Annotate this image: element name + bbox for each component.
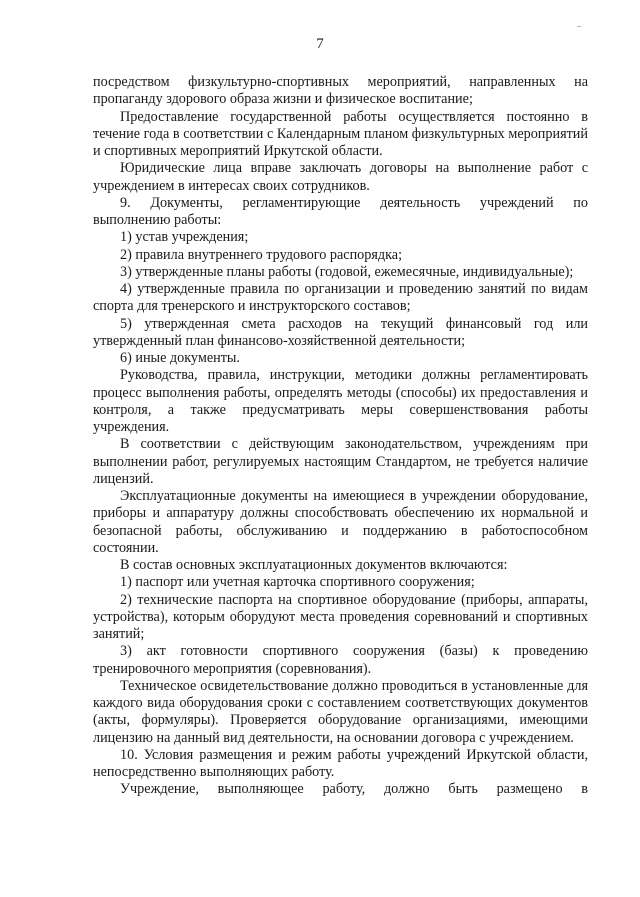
paragraph: Руководства, правила, инструкции, методики должны регламентировать процесс выполнения работы, определять методы (способы) их предоставления и контроля, а также предусматривать меры совершенствования работы учреждения. [93,367,588,435]
paragraph: Учреждение, выполняющее работу, должно быть размещено в [120,781,588,798]
list-item: 2) правила внутреннего трудового распорядка; [120,246,403,263]
list-item: 1) паспорт или учетная карточка спортивного сооружения; [120,574,475,591]
paragraph: Юридические лица вправе заключать договоры на выполнение работ с учреждением в интересах своих сотрудников. [93,160,588,194]
list-item: 3) утвержденные планы работы (годовой, ежемесячные, индивидуальные); [120,263,574,280]
page-number: 7 [316,36,324,52]
paragraph: Эксплуатационные документы на имеющиеся в учреждении оборудование, приборы и аппаратуру должны способствовать обеспечению их нормальной и безопасной работы, обслуживанию и поддержанию в работоспособном состоянии. [93,488,588,556]
list-item: 4) утвержденные правила по организации и проведению занятий по видам спорта для тренерского и инструкторского составов; [93,281,588,315]
list-item: 1) устав учреждения; [120,229,249,246]
list-item: 5) утвержденная смета расходов на текущий финансовый год или утвержденный план финансово-хозяйственной деятельности; [93,315,588,349]
paragraph: Техническое освидетельствование должно проводиться в установленные для каждого вида оборудования сроки с составлением соответствующих документов (акты, формуляры). Проверяется оборудование организациями, имеющими лицензию на данный вид деятельности, на основании договора с учреждением. [93,677,588,746]
section-heading-10: 10. Условия размещения и режим работы учреждений Иркутской области, непосредственно выполняющих работу. [93,746,588,780]
paragraph: посредством физкультурно-спортивных мероприятий, направленных на пропаганду здорового образа жизни и физическое воспитание; [93,74,588,108]
list-item: 3) акт готовности спортивного сооружения (базы) к проведению тренировочного мероприятия (соревнования). [93,643,588,677]
list-item: 2) технические паспорта на спортивное оборудование (приборы, аппараты, устройства), которым оборудуют места проведения соревнований и спортивных занятий; [93,591,588,642]
paragraph: Предоставление государственной работы осуществляется постоянно в течение года в соответствии с Календарным планом физкультурных мероприятий и спортивных мероприятий Иркутской области. [93,108,588,159]
body-text [93,74,588,799]
paragraph: В соответствии с действующим законодательством, учреждениям при выполнении работ, регулируемых настоящим Стандартом, не требуется наличие лицензий. [93,436,588,487]
list-item: 6) иные документы. [120,350,240,366]
section-heading-9: 9. Документы, регламентирующие деятельность учреждений по выполнению работы: [93,194,588,228]
paragraph: В состав основных эксплуатационных документов включаются: [120,557,508,573]
scan-mark [577,26,581,27]
